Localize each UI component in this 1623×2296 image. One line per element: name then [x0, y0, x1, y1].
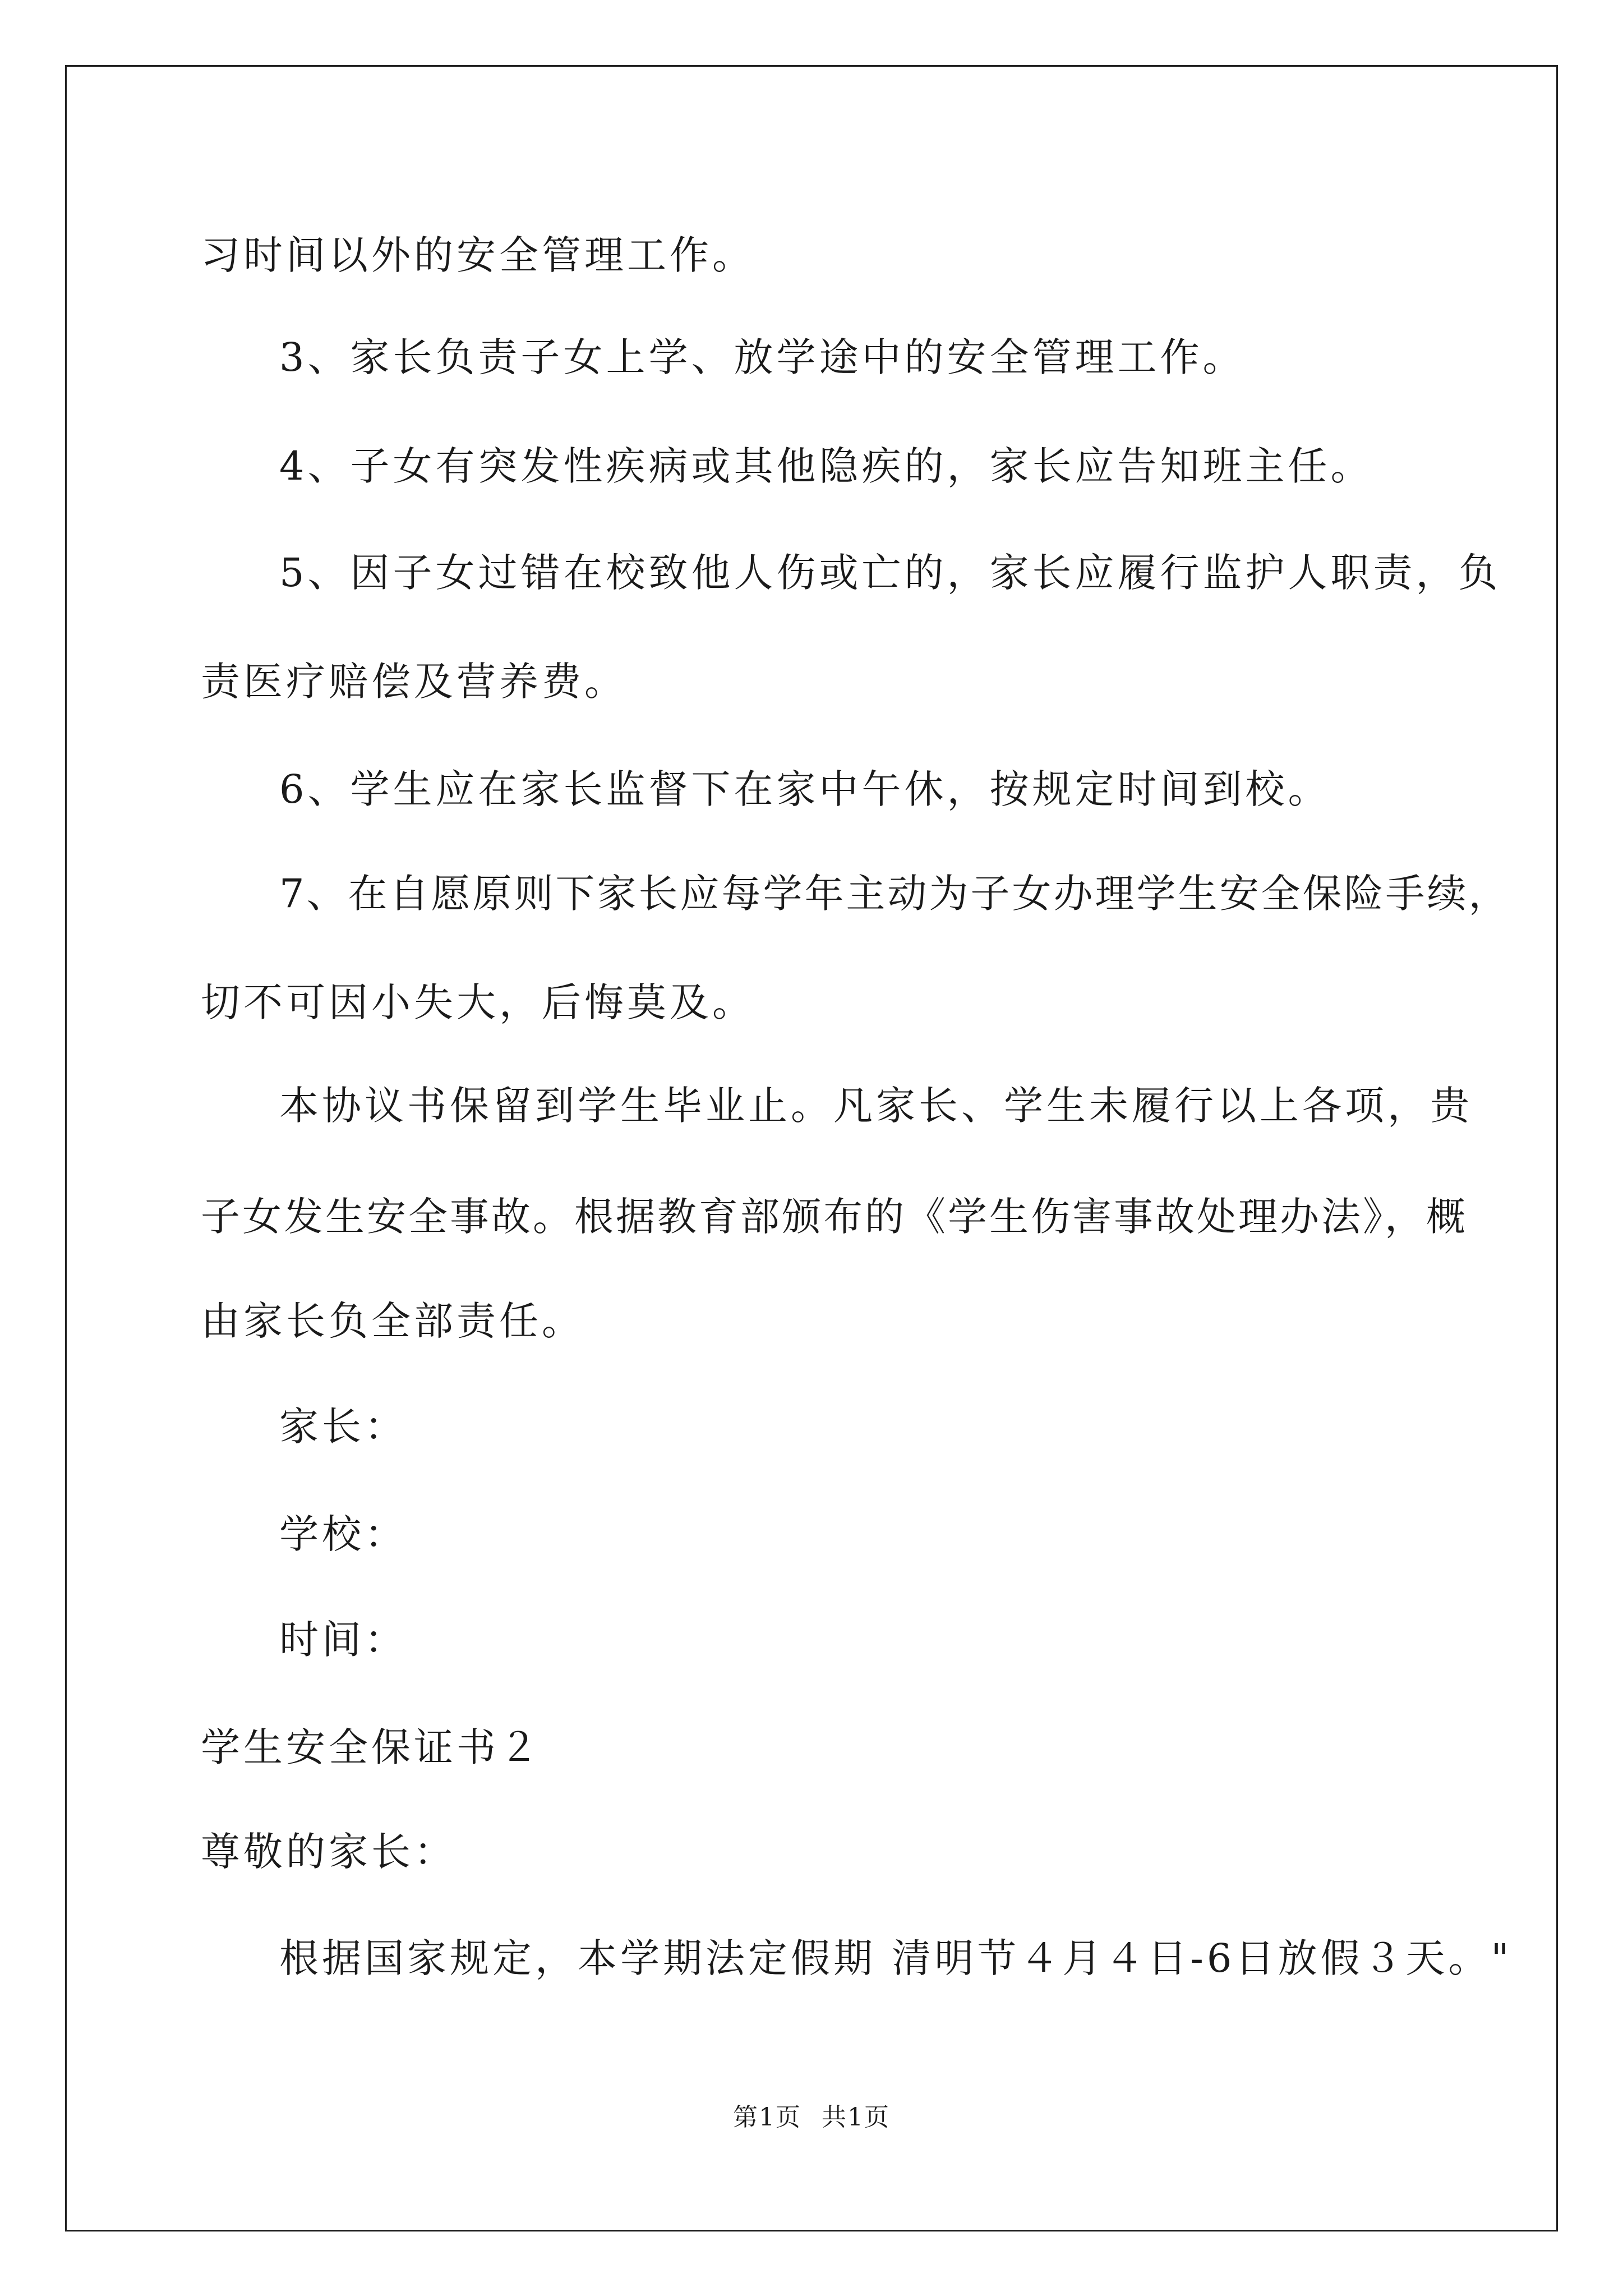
page-border: [65, 65, 1558, 2231]
paragraph-line: 责医疗赔偿及营养费。: [201, 659, 627, 705]
signature-line-date: 时间：: [279, 1617, 407, 1663]
paragraph-line: 5、因子女过错在校致他人伤或亡的，家长应履行监护人职责，负: [279, 550, 1501, 596]
page-total: 共1页: [822, 2103, 890, 2132]
paragraph-line: 4、子女有突发性疾病或其他隐疾的，家长应告知班主任。: [279, 443, 1373, 489]
paragraph-line: 7、在自愿原则下家长应每学年主动为子女办理学生安全保险手续，: [279, 871, 1510, 917]
paragraph-line: 6、学生应在家长监督下在家中午休，按规定时间到校。: [279, 766, 1331, 812]
paragraph-line: 3、家长负责子女上学、放学途中的安全管理工作。: [279, 334, 1246, 380]
paragraph-line: 习时间以外的安全管理工作。: [201, 232, 755, 278]
paragraph-line: 本协议书保留到学生毕业止。凡家长、学生未履行以上各项，贵: [279, 1083, 1473, 1129]
section-heading: 学生安全保证书２: [201, 1724, 542, 1770]
paragraph-line: 根据国家规定，本学期法定假期 清明节４月４日-6日放假３天。": [279, 1935, 1513, 1981]
page-footer: [0, 2097, 1623, 2133]
paragraph-line: 由家长负全部责任。: [201, 1298, 584, 1344]
page-number: 第1页: [733, 2103, 801, 2132]
signature-line-school: 学校：: [279, 1511, 407, 1557]
signature-line-parent: 家长：: [279, 1404, 407, 1450]
paragraph-line: 切不可因小失大，后悔莫及。: [201, 979, 755, 1025]
salutation: 尊敬的家长：: [201, 1829, 457, 1875]
paragraph-line: 子女发生安全事故。根据教育部颁布的《学生伤害事故处理办法》，概: [201, 1194, 1468, 1240]
